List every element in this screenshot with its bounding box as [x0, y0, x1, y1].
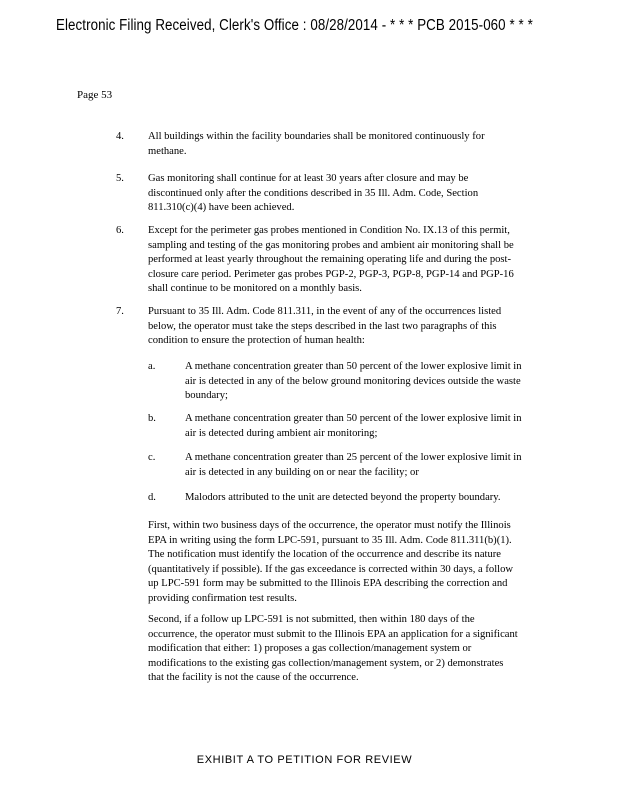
subitem-letter: b.: [148, 413, 156, 424]
paragraph-second: Second, if a follow up LPC-591 is not submitted, then within 180 days of the occurrence, the operator must submit to the Illinois EPA an application for a significant modification that either: 1) proposes a gas collection/management system or modifications to the existing gas collection/management system, or 2) demonstrates that the facility is not the cause of the occurrence.: [148, 614, 518, 683]
subitem-letter: a.: [148, 361, 156, 372]
subitem-letter: d.: [148, 492, 156, 503]
exhibit-footer: EXHIBIT A TO PETITION FOR REVIEW: [196, 754, 413, 766]
item-number: 5.: [116, 173, 124, 184]
item-number: 4.: [116, 131, 124, 142]
item-text: Pursuant to 35 Ill. Adm. Code 811.311, in the event of any of the occurrences listed below, the operator must take the steps described in the last two paragraphs of this condition to ensure the protection of human health:: [148, 306, 502, 346]
subitem-text: A methane concentration greater than 50 percent of the lower explosive limit in air is detected during ambient air monitoring;: [185, 413, 522, 439]
filing-stamp-header: Electronic Filing Received, Clerk's Office : 08/28/2014 - * * * PCB 2015-060 * * *: [56, 17, 533, 34]
subitem-letter: c.: [148, 452, 156, 463]
paragraph-first: First, within two business days of the occurrence, the operator must notify the Illinois EPA in writing using the form LPC-591, pursuant to 35 Ill. Adm. Code 811.311(b)(1). The notification must identify the location of the occurrence and describe its nature (quantitatively if possible). If the gas exceedance is corrected within 30 days, a follow up LPC-591 form may be submitted to the Illinois EPA describing the correction and providing confirmation test results.: [148, 520, 514, 604]
item-text: All buildings within the facility boundaries shall be monitored continuously for methane.: [148, 131, 485, 157]
subitem-text: A methane concentration greater than 50 percent of the lower explosive limit in air is detected in any of the below ground monitoring devices outside the waste boundary;: [185, 361, 522, 401]
subitem-text: A methane concentration greater than 25 percent of the lower explosive limit in air is detected in any building on or near the facility; or: [185, 452, 522, 478]
item-text: Gas monitoring shall continue for at least 30 years after closure and may be discontinued only after the conditions described in 35 Ill. Adm. Code, Section 811.310(c)(4) have been achieved.: [148, 173, 479, 213]
item-text: Except for the perimeter gas probes mentioned in Condition No. IX.13 of this permit, sampling and testing of the gas monitoring probes and ambient air monitoring shall be performed at least yearly throughout the remaining operating life and during the post-closure care period. Perimeter gas probes PGP-2, PGP-3, PGP-8, PGP-14 and PGP-16 shall continue to be monitored on a monthly basis.: [148, 225, 514, 294]
item-number: 6.: [116, 225, 124, 236]
exhibit-footer-wrap: [0, 754, 619, 766]
item-number: 7.: [116, 306, 124, 317]
page-number: Page 53: [77, 89, 113, 101]
subitem-text: Malodors attributed to the unit are detected beyond the property boundary.: [185, 492, 501, 503]
